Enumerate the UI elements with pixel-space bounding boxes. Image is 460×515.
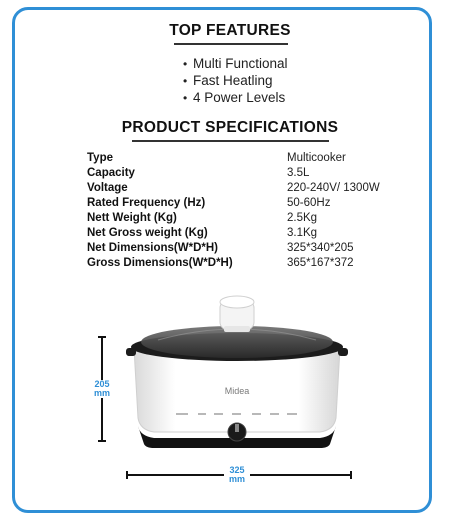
- spec-value: Multicooker: [287, 152, 346, 164]
- spec-label: Type: [87, 152, 113, 164]
- multicooker-image: [124, 290, 350, 455]
- top-features-underline: [174, 43, 288, 45]
- spec-value: 3.1Kg: [287, 227, 318, 239]
- spec-value: 220-240V/ 1300W: [287, 182, 380, 194]
- spec-label: Rated Frequency (Hz): [87, 197, 206, 209]
- spec-value: 50-60Hz: [287, 197, 331, 209]
- spec-label: Net Gross weight (Kg): [87, 227, 208, 239]
- feature-item: • Multi Functional: [183, 56, 288, 71]
- spec-label: Voltage: [87, 182, 128, 194]
- top-features-title: TOP FEATURES: [169, 22, 291, 39]
- specs-underline: [132, 140, 329, 142]
- width-dimension-label: [224, 466, 250, 484]
- spec-label: Net Dimensions(W*D*H): [87, 242, 218, 254]
- bullet-icon: •: [183, 91, 188, 105]
- spec-label: Capacity: [87, 167, 135, 179]
- spec-value: 325*340*205: [287, 242, 354, 254]
- specs-title: PRODUCT SPECIFICATIONS: [121, 119, 339, 136]
- height-unit: mm: [89, 389, 115, 398]
- bullet-icon: •: [183, 74, 188, 88]
- brand-logo: Midea: [224, 386, 250, 396]
- spec-label: Nett Weight (Kg): [87, 212, 177, 224]
- spec-value: 365*167*372: [287, 257, 354, 269]
- spec-value: 3.5L: [287, 167, 310, 179]
- width-unit: mm: [224, 475, 250, 484]
- spec-label: Gross Dimensions(W*D*H): [87, 257, 233, 269]
- height-dimension-label: [89, 380, 115, 398]
- feature-item: • Fast Heatling: [183, 73, 273, 88]
- height-value: 205: [89, 380, 115, 389]
- bullet-icon: •: [183, 57, 188, 71]
- feature-item: • 4 Power Levels: [183, 90, 286, 105]
- width-value: 325: [224, 466, 250, 475]
- features-list: [183, 55, 288, 106]
- spec-value: 2.5Kg: [287, 212, 318, 224]
